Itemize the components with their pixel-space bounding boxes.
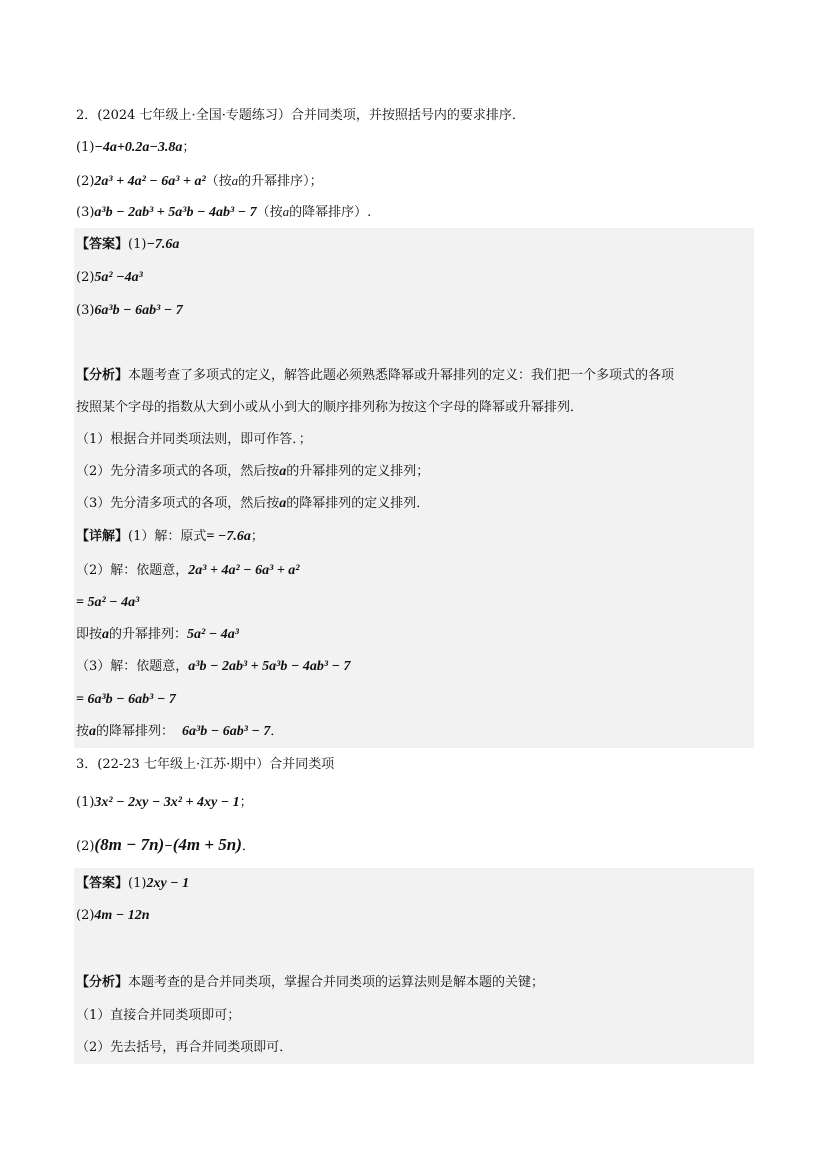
- analysis-label: 【分析】: [76, 368, 129, 383]
- q2-part2-suffix-post: 的升幂排序）；: [238, 174, 323, 189]
- q2-answer-1-expr: −7.6a: [146, 237, 180, 252]
- q2-answer-1-prefix: (1): [128, 237, 147, 252]
- q2-analysis-line1: [76, 366, 674, 386]
- q3-answer-box: [74, 868, 754, 1064]
- q3-part1-suffix: ；: [239, 795, 253, 810]
- detail-label: 【详解】: [76, 529, 129, 544]
- q2-part3-suffix-pre: （按: [256, 205, 283, 220]
- q2-answer-2-prefix: (2): [76, 270, 95, 285]
- q2-step2: [76, 462, 429, 482]
- answer-label: 【答案】: [76, 237, 129, 252]
- q2-detail-3-line2: [76, 690, 176, 710]
- q2-answer-3: [76, 301, 183, 321]
- q3-part2-expr-mid: −: [164, 839, 173, 854]
- q3-part2-prefix: (2): [76, 839, 95, 854]
- q2-detail-2-pre: （2）解：依题意，: [76, 563, 189, 578]
- q3-part1-expr: 3x² − 2xy − 3x² + 4xy − 1: [94, 795, 240, 810]
- q2-detail-3-pre: （3）解：依题意，: [76, 659, 189, 674]
- q2-detail-3-conc-var: a: [89, 724, 97, 739]
- answer-label: 【答案】: [76, 876, 129, 891]
- q2-detail-2-conc-expr: 5a² − 4a³: [187, 627, 239, 642]
- q2-part2-suffix-pre: （按: [205, 174, 232, 189]
- q3-step2: （2）先去括号，再合并同类项即可．: [76, 1040, 293, 1055]
- q2-part1-suffix: ；: [182, 140, 196, 155]
- q3-answer-1-expr: 2xy − 1: [146, 876, 190, 891]
- q3-analysis: [76, 973, 544, 993]
- q3-part2-expr-a: (8m − 7n): [94, 835, 165, 854]
- q3-part1-prefix: (1): [76, 795, 95, 810]
- q2-detail-2-conc-pre: 即按: [76, 627, 103, 642]
- q2-part3: [76, 202, 371, 223]
- q3-analysis-text: 本题考查的是合并同类项，掌握合并同类项的运算法则是解本题的关键；: [128, 975, 545, 990]
- q2-detail-2-line2-expr: = 5a² − 4a³: [76, 595, 140, 610]
- q2-part3-suffix-post: 的降幂排序）.: [289, 205, 372, 220]
- q2-step2-pre: （2）先分清多项式的各项，然后按: [76, 464, 280, 479]
- q3-part1: [76, 793, 253, 813]
- q2-detail-2-conc-mid: 的升幂排列：: [109, 627, 188, 642]
- q3-answer-2-expr: 4m − 12n: [94, 908, 150, 923]
- q2-analysis-line2: 按照某个字母的指数从大到小或从小到大的顺序排列称为按这个字母的降幂或升幂排列．: [76, 400, 584, 415]
- q2-part3-var: a: [282, 204, 290, 219]
- q2-detail-1-post: ；: [250, 529, 264, 544]
- q2-detail-1-expr: = −7.6a: [206, 529, 251, 544]
- q2-detail-3-conc-pre: 按: [76, 724, 90, 739]
- q2-detail-2-conc-var: a: [102, 627, 110, 642]
- q3-answer-1-prefix: (1): [128, 876, 147, 891]
- q2-step3-var: a: [279, 496, 287, 511]
- q2-analysis-text1: 本题考查了多项式的定义，解答此题必须熟悉降幂或升幂排列的定义：我们把一个多项式的各项: [128, 368, 675, 383]
- q2-detail-2: [76, 561, 300, 581]
- q2-detail-3-conc-post: ．: [270, 724, 284, 739]
- q3-answer-2: [76, 906, 150, 926]
- q2-detail-3-line2-expr: = 6a³b − 6ab³ − 7: [76, 692, 176, 707]
- q3-answer-1: [76, 874, 189, 894]
- q3-part2-expr-b: (4m + 5n): [172, 835, 242, 854]
- q2-detail-2-expr: 2a³ + 4a² − 6a³ + a²: [188, 563, 300, 578]
- q2-answer-1: [76, 235, 179, 255]
- q2-detail-3-conc-expr: 6a³b − 6ab³ − 7: [182, 724, 271, 739]
- q2-answer-2-expr: 5a² −4a³: [94, 270, 143, 285]
- q2-stem: 2．(2024 七年级上·全国·专题练习）合并同类项，并按照括号内的要求排序．: [76, 108, 525, 123]
- q2-answer-3-prefix: (3): [76, 303, 95, 318]
- q2-part1: [76, 138, 195, 158]
- q2-detail-1: [76, 527, 264, 547]
- q2-step1: （1）根据合并同类项法则，即可作答．；: [76, 432, 312, 447]
- q2-part2-var: a: [231, 173, 239, 188]
- q3-answer-2-prefix: (2): [76, 908, 95, 923]
- analysis-label: 【分析】: [76, 975, 129, 990]
- q2-detail-2-conclusion: [76, 625, 239, 645]
- q3-step1: （1）直接合并同类项即可；: [76, 1008, 241, 1023]
- q2-part2-expr: 2a³ + 4a² − 6a³ + a²: [94, 174, 206, 189]
- q2-part3-expr: a³b − 2ab³ + 5a³b − 4ab³ − 7: [94, 205, 257, 220]
- q2-detail-3: [76, 657, 351, 677]
- q2-detail-2-line2: [76, 593, 139, 613]
- q2-step2-var: a: [279, 464, 287, 479]
- q2-part3-prefix: (3): [76, 205, 95, 220]
- q3-part2-suffix: ．: [241, 839, 255, 854]
- q2-part1-expr: −4a+0.2a−3.8a: [94, 140, 183, 155]
- q2-step3: [76, 494, 429, 514]
- q2-step2-post: 的升幂排列的定义排列；: [286, 464, 430, 479]
- q2-part1-prefix: (1): [76, 140, 95, 155]
- q2-answer-3-expr: 6a³b − 6ab³ − 7: [94, 303, 183, 318]
- q2-detail-3-conclusion: [76, 722, 283, 742]
- q2-step3-pre: （3）先分清多项式的各项，然后按: [76, 496, 280, 511]
- q3-stem: 3．(22-23 七年级上·江苏·期中）合并同类项: [76, 757, 335, 772]
- q2-part2: [76, 171, 323, 192]
- q2-answer-2: [76, 268, 143, 288]
- q2-detail-1-pre: (1）解：原式: [128, 529, 207, 544]
- q2-part2-prefix: (2): [76, 174, 95, 189]
- q3-part2: [76, 835, 255, 857]
- q2-detail-3-expr: a³b − 2ab³ + 5a³b − 4ab³ − 7: [188, 659, 351, 674]
- q2-step3-post: 的降幂排列的定义排列．: [286, 496, 430, 511]
- q2-detail-3-conc-mid: 的降幂排列：: [96, 724, 175, 739]
